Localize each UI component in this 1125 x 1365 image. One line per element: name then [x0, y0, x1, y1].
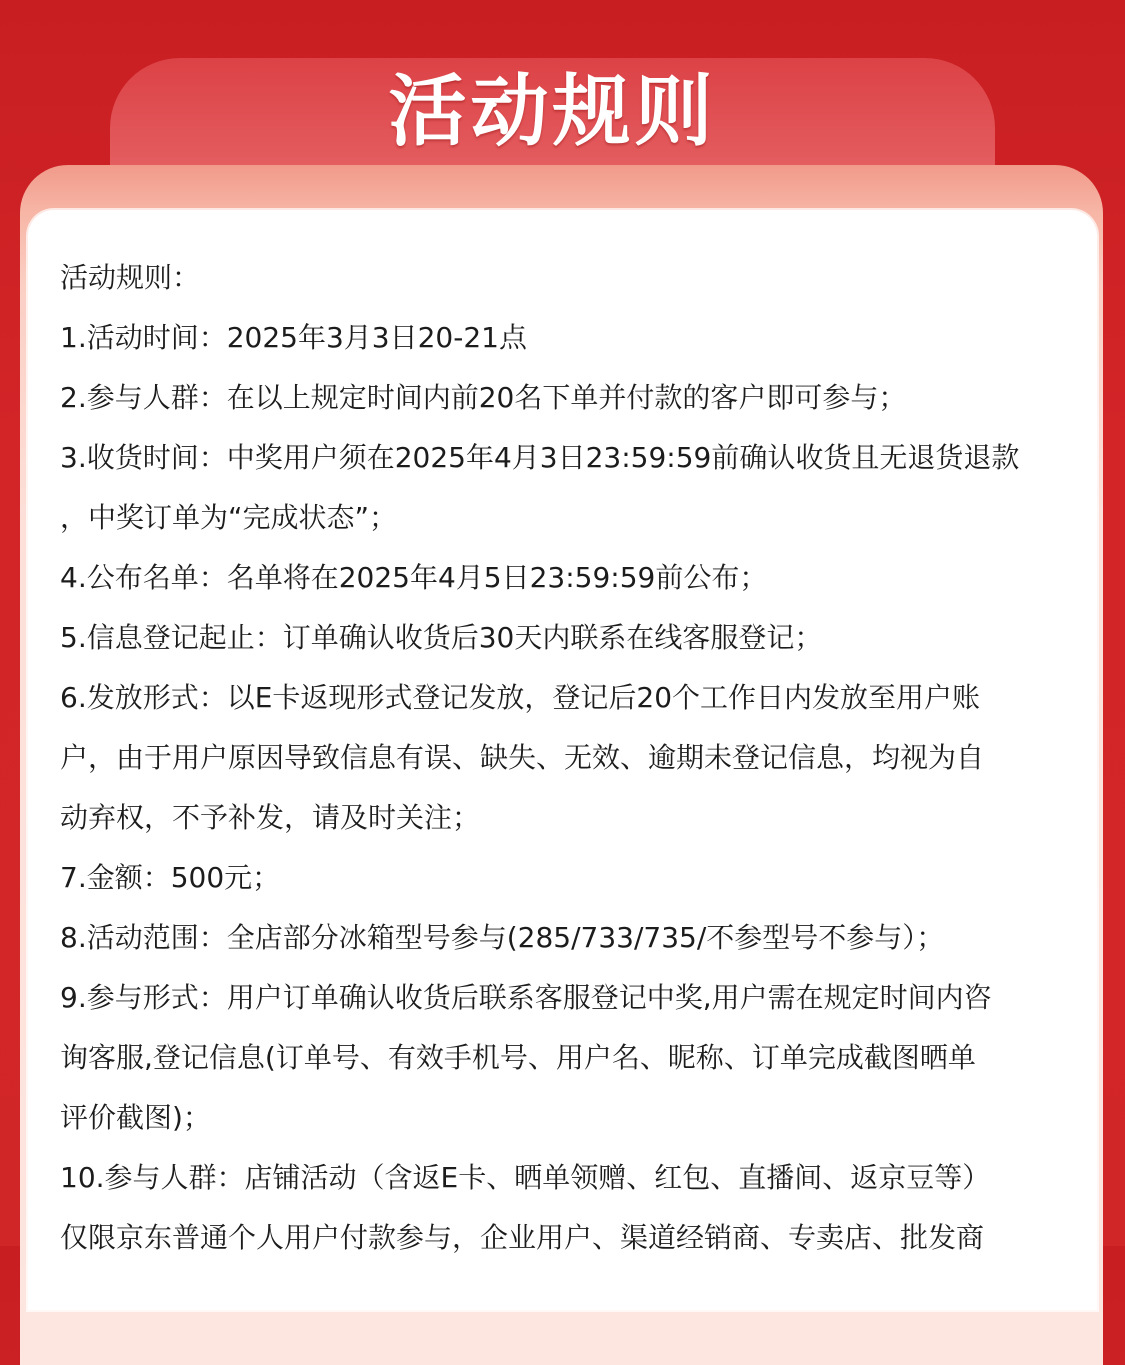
- page-title: 活动规则: [388, 67, 717, 157]
- rules-text: [60, 248, 1070, 1268]
- rule-line: 询客服,登记信息(订单号、有效手机号、用户名、昵称、订单完成截图晒单: [60, 1041, 976, 1074]
- rules-heading: 活动规则：: [60, 261, 201, 294]
- rule-line: 4.公布名单：名单将在2025年4月5日23:59:59前公布；: [60, 561, 768, 594]
- rule-line: 动弃权，不予补发，请及时关注；: [60, 801, 481, 834]
- rule-line: 10.参与人群：店铺活动（含返E卡、晒单领赠、红包、直播间、返京豆等）: [60, 1161, 991, 1194]
- rule-line: 5.信息登记起止：订单确认收货后30天内联系在线客服登记；: [60, 621, 823, 654]
- rule-line: 6.发放形式：以E卡返现形式登记发放，登记后20个工作日内发放至用户账: [60, 681, 981, 714]
- rule-line: 9.参与形式：用户订单确认收货后联系客服登记中奖,用户需在规定时间内咨: [60, 981, 992, 1014]
- rule-line: 2.参与人群：在以上规定时间内前20名下单并付款的客户即可参与；: [60, 381, 907, 414]
- rule-line: 评价截图)；: [60, 1101, 211, 1134]
- rule-line: 3.收货时间：中奖用户须在2025年4月3日23:59:59前确认收货且无退货退款: [60, 441, 1020, 474]
- rule-line: 1.活动时间：2025年3月3日20-21点: [60, 321, 527, 354]
- rule-line: 仅限京东普通个人用户付款参与，企业用户、渠道经销商、专卖店、批发商: [60, 1221, 985, 1254]
- rule-line: 8.活动范围：全店部分冰箱型号参与(285/733/735/不参型号不参与）；: [60, 921, 945, 954]
- rule-line: 7.金额：500元；: [60, 861, 281, 894]
- rule-line: 户，由于用户原因导致信息有误、缺失、无效、逾期未登记信息，均视为自: [60, 741, 985, 774]
- rule-line: ，中奖订单为“完成状态”；: [60, 501, 398, 534]
